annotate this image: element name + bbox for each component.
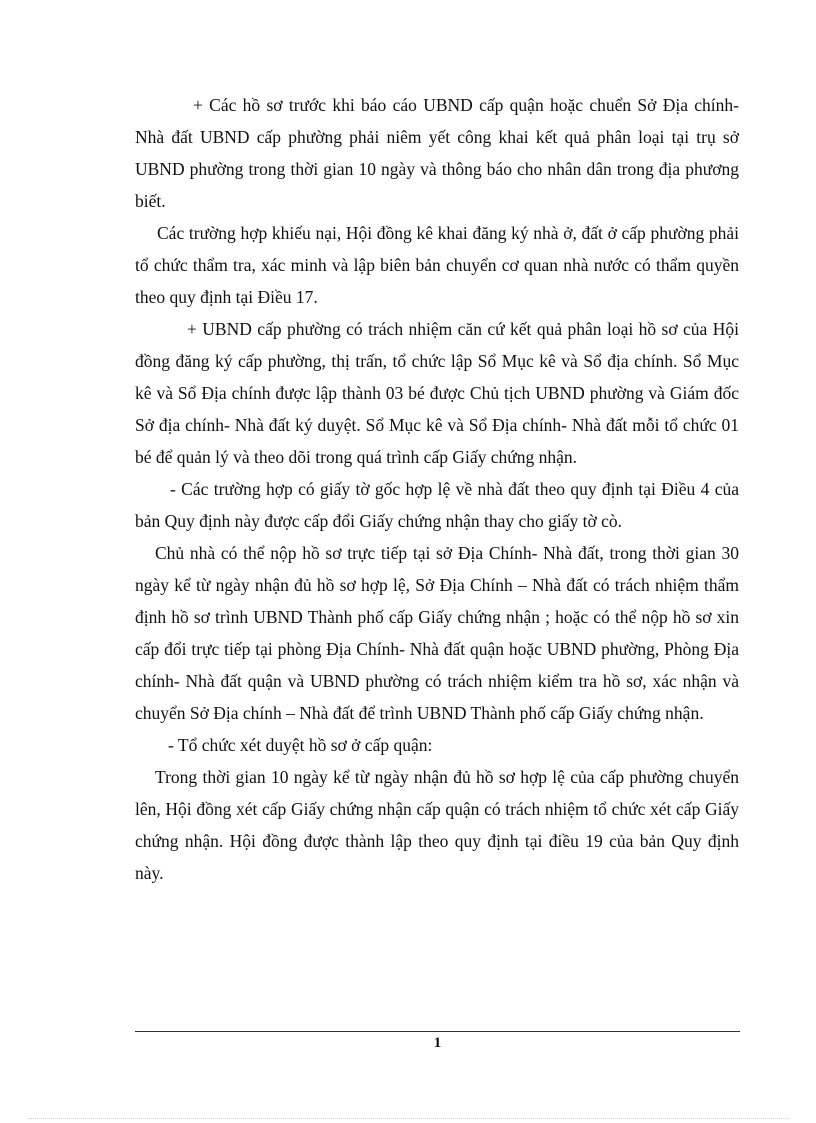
paragraph-valid-documents: - Các trường hợp có giấy tờ gốc hợp lệ về nhà đất theo quy định tại Điều 4 của bản Quy định này được cấp đổi Giấy chứng nhận thay cho giấy tờ cò. — [135, 479, 739, 531]
footer-divider — [135, 1031, 740, 1032]
paragraph-district-council: Trong thời gian 10 ngày kể từ ngày nhận đủ hồ sơ hợp lệ của cấp phường chuyển lên, Hội đồng xét cấp Giấy chứng nhận cấp quận có trách nhiệm tổ chức xét cấp Giấy chứng nhận. Hội đồng được thành lập theo quy định tại điều 19 của bản Quy định này. — [135, 767, 739, 883]
paragraph-submission: Chủ nhà có thể nộp hồ sơ trực tiếp tại sở Địa Chính- Nhà đất, trong thời gian 30 ngày kể từ ngày nhận đủ hồ sơ hợp lệ, Sở Địa Chính – Nhà đất có trách nhiệm thẩm định hồ sơ trình UBND Thành phố cấp Giấy chứng nhận ; hoặc có thể nộp hồ sơ xin cấp đổi trực tiếp tại phòng Địa Chính- Nhà đất quận hoặc UBND phường, Phòng Địa chính- Nhà đất quận và UBND phường có trách nhiệm kiểm tra hồ sơ, xác nhận và chuyển Sở Địa chính – Nhà đất để trình UBND Thành phố cấp Giấy chứng nhận. — [135, 543, 739, 723]
page-number: 1 — [433, 1035, 442, 1051]
paragraph-posting-results: + Các hồ sơ trước khi báo cáo UBND cấp quận hoặc chuển Sở Địa chính- Nhà đất UBND cấp phường phải niêm yết công khai kết quả phân loại tại trụ sở UBND phường trong thời gian 10 ngày và thông báo cho nhân dân trong địa phương biết. — [135, 95, 739, 211]
paragraph-district-review-heading: - Tổ chức xét duyệt hồ sơ ở cấp quận: — [168, 735, 433, 755]
page-bottom-edge — [28, 1118, 788, 1119]
document-body — [135, 89, 739, 889]
paragraph-cadastral-books: + UBND cấp phường có trách nhiệm căn cứ kết quả phân loại hồ sơ của Hội đồng đăng ký cấp phường, thị trấn, tổ chức lập Sổ Mục kê và Sổ địa chính. Sổ Mục kê và Sổ Địa chính được lập thành 03 bé được Chủ tịch UBND phường và Giám đốc Sở địa chính- Nhà đất ký duyệt. Sổ Mục kê và Sổ Địa chính- Nhà đất mỗi tổ chức 01 bé để quản lý và theo dõi trong quá trình cấp Giấy chứng nhận. — [135, 319, 739, 467]
paragraph-complaints: Các trường hợp khiếu nại, Hội đồng kê khai đăng ký nhà ở, đất ở cấp phường phải tổ chức thẩm tra, xác minh và lập biên bản chuyển cơ quan nhà nước có thẩm quyền theo quy định tại Điều 17. — [135, 223, 739, 307]
